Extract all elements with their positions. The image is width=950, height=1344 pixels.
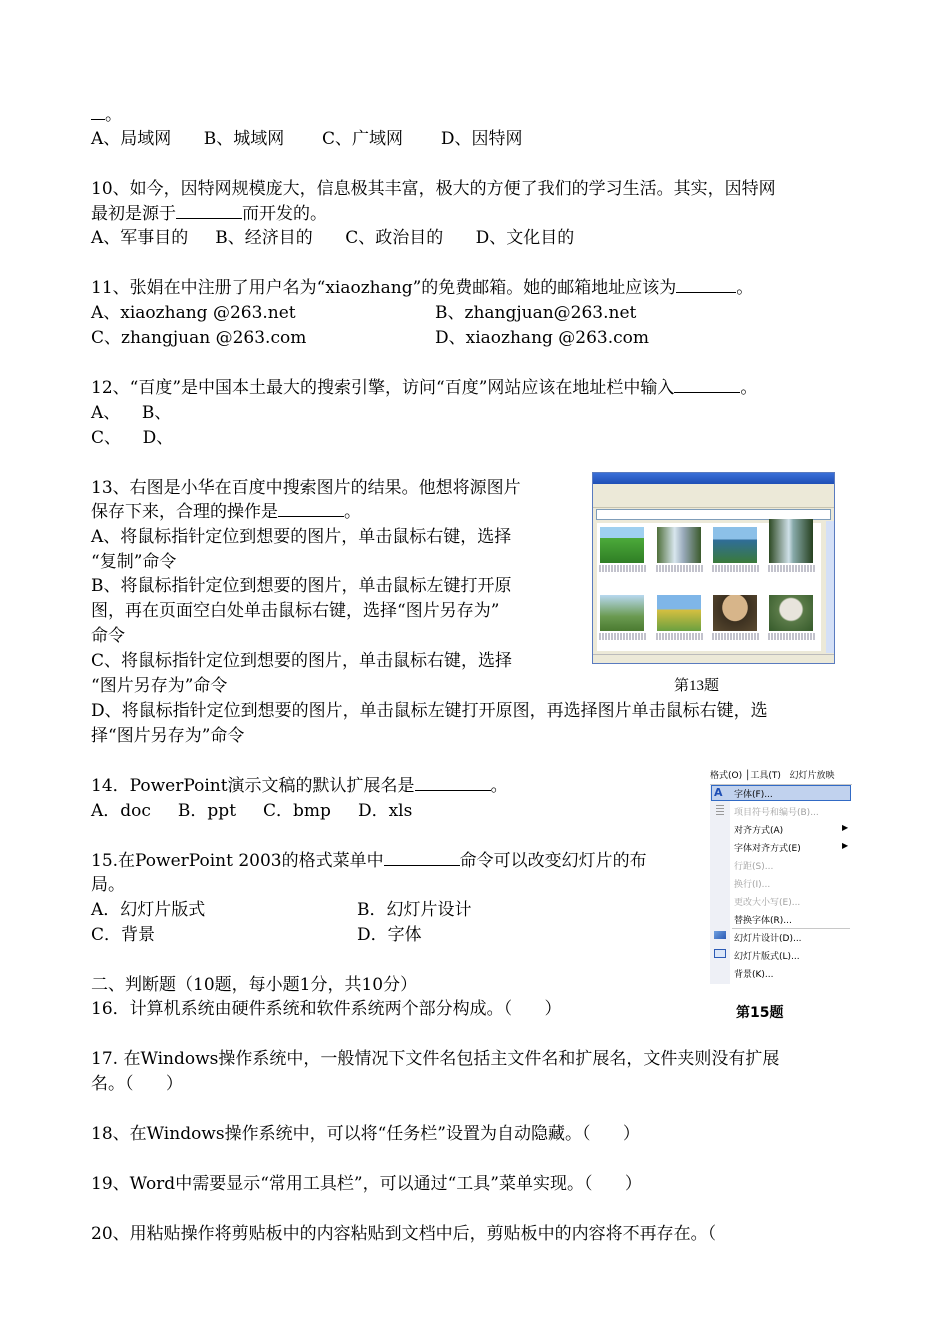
q19-text: 19、Word中需要显示“常用工具栏”，可以通过“工具”菜单实现。（ ） (91, 1174, 642, 1194)
browser-menu-bar (593, 484, 834, 492)
thumbnail-caption (712, 633, 760, 640)
menu-separator (732, 928, 850, 929)
browser-toolbar (593, 492, 834, 508)
q13-option-a-line1: A、将鼠标指针定位到想要的图片，单击鼠标右键，选择 (91, 527, 512, 547)
q15-option-c: C．背景 (91, 925, 156, 945)
q10-stem-line1: 10、如今，因特网规模庞大，信息极其丰富，极大的方便了我们的学习生活。其实，因特网 (91, 179, 776, 199)
q18-text: 18、在Windows操作系统中，可以将“任务栏”设置为自动隐藏。（ ） (91, 1124, 640, 1144)
q13-option-b-line2: 图，再在页面空白处单击鼠标右键，选择“图片另存为” (91, 601, 500, 621)
q10-options: A、军事目的 B、经济目的 C、政治目的 D、文化目的 (91, 228, 575, 248)
q13-stem-line2: 保存下来，合理的操作是 。 (91, 502, 361, 522)
thumbnail-waterfall-2 (769, 519, 813, 563)
thumbnail-green-field (600, 527, 644, 563)
q13-figure-caption: 第13题 (674, 678, 720, 694)
q16-text: 16．计算机系统由硬件系统和软件系统两个部分构成。（ ） (91, 999, 562, 1019)
q9-stem-end: 。 (91, 103, 122, 127)
menu-item-line-break: 换行(I)... (734, 880, 771, 890)
menu-item-change-case: 更改大小写(E)... (734, 898, 801, 908)
q9-options: A、局域网 B、城域网 C、广域网 D、因特网 (91, 129, 523, 149)
slide-layout-icon (714, 949, 726, 958)
thumbnail-caption (656, 633, 704, 640)
thumbnail-caption (768, 565, 816, 572)
q17-line2: 名。（ ） (91, 1074, 183, 1094)
answer-blank (674, 377, 740, 393)
q13-option-a-line2: “复制”命令 (91, 552, 177, 572)
menu-item-line-spacing: 行距(S)... (734, 862, 774, 872)
q15-option-d: D．字体 (357, 925, 422, 945)
q13-option-b-line3: 命令 (91, 626, 125, 646)
format-menu-figure (710, 768, 852, 984)
browser-scrollbar (826, 521, 834, 653)
submenu-arrow-icon: ▶ (842, 823, 849, 832)
q20-text: 20、用粘贴操作将剪贴板中的内容粘贴到文档中后，剪贴板中的内容将不再存在。（ (91, 1224, 717, 1244)
thumbnail-mushroom (713, 595, 757, 631)
browser-status-bar (593, 654, 834, 663)
thumbnail-caption (768, 633, 816, 640)
q15-option-b: B．幻灯片设计 (357, 900, 472, 920)
answer-blank (91, 104, 105, 120)
section2-heading: 二、判断题（10题，每小题1分，共10分） (91, 975, 418, 995)
menu-item-background: 背景(K)... (734, 970, 774, 980)
thumbnail-palm-trees (600, 595, 644, 631)
q12-stem: 12、“百度”是中国本土最大的搜索引擎，访问“百度”网站应该在地址栏中输入 。 (91, 378, 758, 398)
thumbnail-lake (713, 527, 757, 563)
font-icon: A (714, 786, 723, 799)
q14-stem: 14．PowerPoint演示文稿的默认扩展名是 。 (91, 776, 508, 796)
menu-item-alignment: 对齐方式(A) (734, 826, 784, 836)
menu-bar: 格式(O) │工具(T) 幻灯片放映 (710, 768, 852, 785)
menu-highlight (711, 785, 851, 801)
thumbnail-caption (712, 565, 760, 572)
q13-stem-line1: 13、右图是小华在百度中搜索图片的结果。他想将源图片 (91, 478, 521, 498)
q15-stem-line1: 15.在PowerPoint 2003的格式菜单中 命令可以改变幻灯片的布 (91, 851, 647, 871)
answer-blank (415, 775, 491, 791)
thumbnail-waterfall (657, 527, 701, 563)
answer-blank (384, 850, 460, 866)
q15-option-a: A．幻灯片版式 (91, 900, 206, 920)
thumbnail-caption (599, 565, 647, 572)
slide-design-icon (714, 931, 726, 939)
menu-item-bullets: 项目符号和编号(B)... (734, 808, 819, 818)
thumbnail-mushroom-2 (769, 595, 813, 631)
q13-option-c-line2: “图片另存为”命令 (91, 676, 228, 696)
menu-item-slide-layout: 幻灯片版式(L)... (734, 952, 800, 962)
q11-option-a: A、xiaozhang @263.net (91, 303, 296, 323)
q13-option-b-line1: B、将鼠标指针定位到想要的图片，单击鼠标左键打开原 (91, 576, 512, 596)
thumbnail-caption (599, 633, 647, 640)
answer-blank (278, 501, 344, 517)
answer-blank (176, 203, 242, 219)
menu-item-replace-fonts: 替换字体(R)... (734, 916, 792, 926)
q11-stem: 11、张娟在中注册了用户名为“xiaozhang”的免费邮箱。她的邮箱地址应该为 。 (91, 278, 754, 298)
browser-title-bar (593, 473, 834, 484)
q10-stem-line2: 最初是源于 而开发的。 (91, 204, 327, 224)
q11-option-b: B、zhangjuan@263.net (435, 303, 637, 323)
q15-figure-caption: 第15题 (736, 1005, 784, 1021)
menu-item-slide-design: 幻灯片设计(D)... (734, 934, 802, 944)
menu-item-font: 字体(F)... (734, 790, 773, 800)
q13-option-d-line1: D、将鼠标指针定位到想要的图片，单击鼠标左键打开原图，再选择图片单击鼠标右键，选 (91, 701, 768, 721)
q11-option-d: D、xiaozhang @263.com (435, 328, 650, 348)
q13-option-d-line2: 择“图片另存为”命令 (91, 726, 245, 746)
image-results-grid (597, 523, 821, 651)
q17-line1: 17. 在Windows操作系统中，一般情况下文件名包括主文件名和扩展名，文件夹则没有扩展 (91, 1049, 780, 1069)
q13-option-c-line1: C、将鼠标指针定位到想要的图片，单击鼠标右键，选择 (91, 651, 513, 671)
q12-options-cd: C、 D、 (91, 428, 174, 448)
submenu-arrow-icon: ▶ (842, 841, 849, 850)
menu-item-font-alignment: 字体对齐方式(E) (734, 844, 801, 854)
q12-options-ab: A、 B、 (91, 403, 172, 423)
q15-stem-line2: 局。 (91, 875, 125, 895)
thumbnail-caption (656, 565, 704, 572)
q11-option-c: C、zhangjuan @263.com (91, 328, 307, 348)
browser-screenshot-figure (592, 472, 835, 664)
q14-options: A．doc B．ppt C．bmp D．xls (91, 801, 413, 821)
thumbnail-field (657, 595, 701, 631)
answer-blank (676, 277, 736, 293)
bullets-icon (716, 805, 724, 815)
